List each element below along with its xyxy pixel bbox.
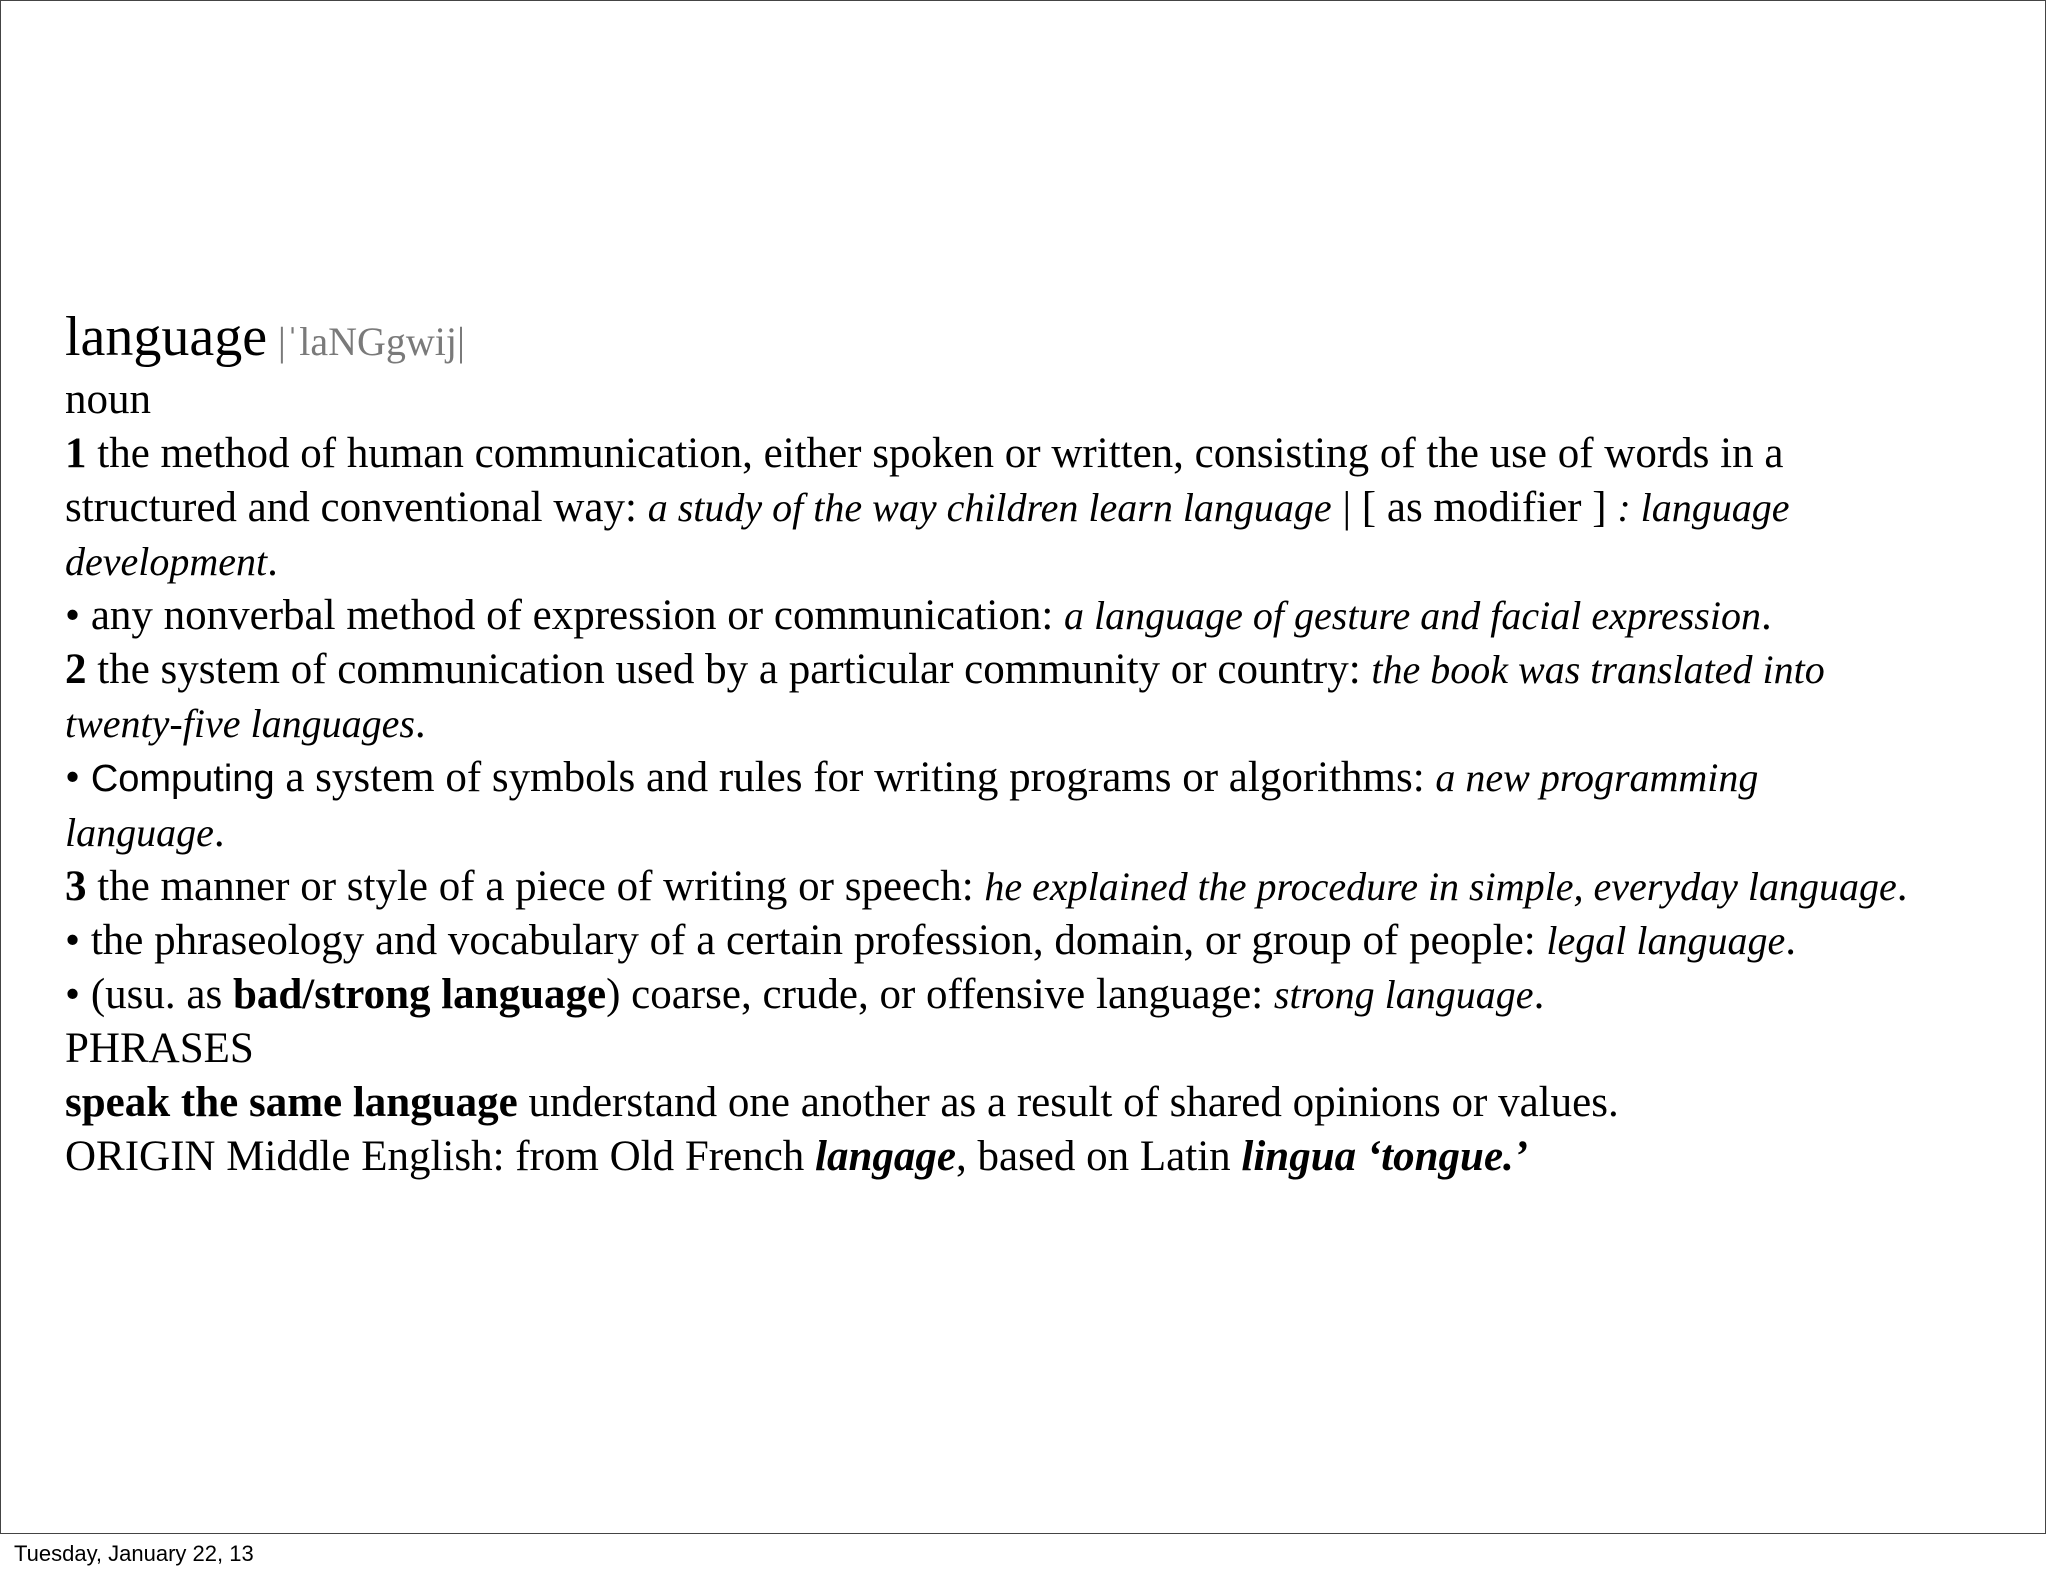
sense-2-sub-line-2 <box>65 806 2005 860</box>
sense-1-sub-definition: any nonverbal method of expression or communication: <box>90 592 1065 639</box>
sense-3-sub-1 <box>65 914 2005 968</box>
sense-3-sub-1-example: legal language <box>1546 918 1786 963</box>
origin-text-1: Middle English: from Old French <box>215 1133 816 1180</box>
sense-1-definition-line-2: structured and conventional way: <box>65 484 648 531</box>
origin-text-2: , based on Latin <box>955 1133 1242 1180</box>
sense-3-number: 3 <box>65 863 87 910</box>
sense-3-example: he explained the procedure in simple, everyday language <box>984 864 1897 909</box>
sense-3 <box>65 860 2005 914</box>
origin-label: ORIGIN <box>65 1133 216 1180</box>
sense-1-definition-line-1: the method of human communication, either spoken or written, consisting of the use of words in a <box>86 430 1784 477</box>
sense-2-line-1 <box>65 643 2005 697</box>
sense-2-sub-definition: a system of symbols and rules for writing programs or algorithms: <box>274 754 1436 801</box>
headword-line <box>65 301 2005 373</box>
sense-1-number: 1 <box>65 430 87 477</box>
sense-1-line-3 <box>65 535 2005 589</box>
sense-2-definition: the system of communication used by a particular community or country: <box>86 646 1372 693</box>
sense-2-sub-period: . <box>213 809 225 856</box>
sense-2-period: . <box>414 700 426 747</box>
footer-date: Tuesday, January 22, 13 <box>14 1541 254 1566</box>
sense-1-sub <box>65 589 2005 643</box>
bullet: • <box>65 971 91 1018</box>
sense-2-example-line-1: the book was translated into <box>1371 647 1825 692</box>
pronunciation: |ˈlaNGgwij| <box>277 319 465 364</box>
origin-word-2: lingua ‘tongue.’ <box>1241 1133 1529 1180</box>
sense-1-example-1: a study of the way children learn language <box>647 485 1332 530</box>
part-of-speech: noun <box>65 376 151 423</box>
sense-2-sub-example-line-2: language <box>65 810 214 855</box>
sense-2-number: 2 <box>65 646 87 693</box>
sense-1-line-1 <box>65 427 2005 481</box>
subject-label: Computing <box>90 758 275 800</box>
dictionary-entry <box>65 301 2005 1184</box>
sense-1-line-2 <box>65 481 2005 535</box>
sense-3-sub-2-example: strong language <box>1273 972 1534 1017</box>
sense-2-line-2 <box>65 697 2005 751</box>
sense-3-definition: the manner or style of a piece of writing or speech: <box>86 863 985 910</box>
sense-1-sub-period: . <box>1760 592 1772 639</box>
sense-2-sub-line-1 <box>65 751 2005 806</box>
sense-1-example-2-start: : language <box>1617 485 1790 530</box>
sense-3-sub-2 <box>65 968 2005 1022</box>
headword: language <box>65 306 268 368</box>
sense-1-example-2-end: development <box>65 539 268 584</box>
sense-3-sub-2-definition: ) coarse, crude, or offensive language: <box>606 971 1274 1018</box>
phrase-definition: understand one another as a result of shared opinions or values. <box>517 1079 1619 1126</box>
phrases-label: PHRASES <box>65 1025 254 1072</box>
sense-3-sub-2-period: . <box>1533 971 1545 1018</box>
bullet: • <box>65 917 91 964</box>
sense-3-sub-2-bold-term: bad/strong language <box>232 971 607 1018</box>
sense-3-period: . <box>1896 863 1908 910</box>
origin-word-1: langage <box>815 1133 956 1180</box>
origin <box>65 1130 2005 1184</box>
sense-1-sub-example: a language of gesture and facial expression <box>1064 593 1761 638</box>
sense-1-period: . <box>267 538 278 585</box>
sense-3-sub-1-period: . <box>1785 917 1796 964</box>
sense-2-sub-example-line-1: a new programming <box>1435 755 1759 800</box>
sense-3-sub-1-definition: the phraseology and vocabulary of a certain profession, domain, or group of people: <box>90 917 1547 964</box>
bullet: • <box>65 592 91 639</box>
sense-1-separator: | [ as modifier ] <box>1331 484 1618 531</box>
phrase-term: speak the same language <box>65 1079 518 1126</box>
bullet: • <box>65 754 91 801</box>
sense-2-example-line-2: twenty-five languages <box>65 701 415 746</box>
sense-3-sub-2-open: (usu. as <box>90 971 233 1018</box>
phrase <box>65 1076 2005 1130</box>
